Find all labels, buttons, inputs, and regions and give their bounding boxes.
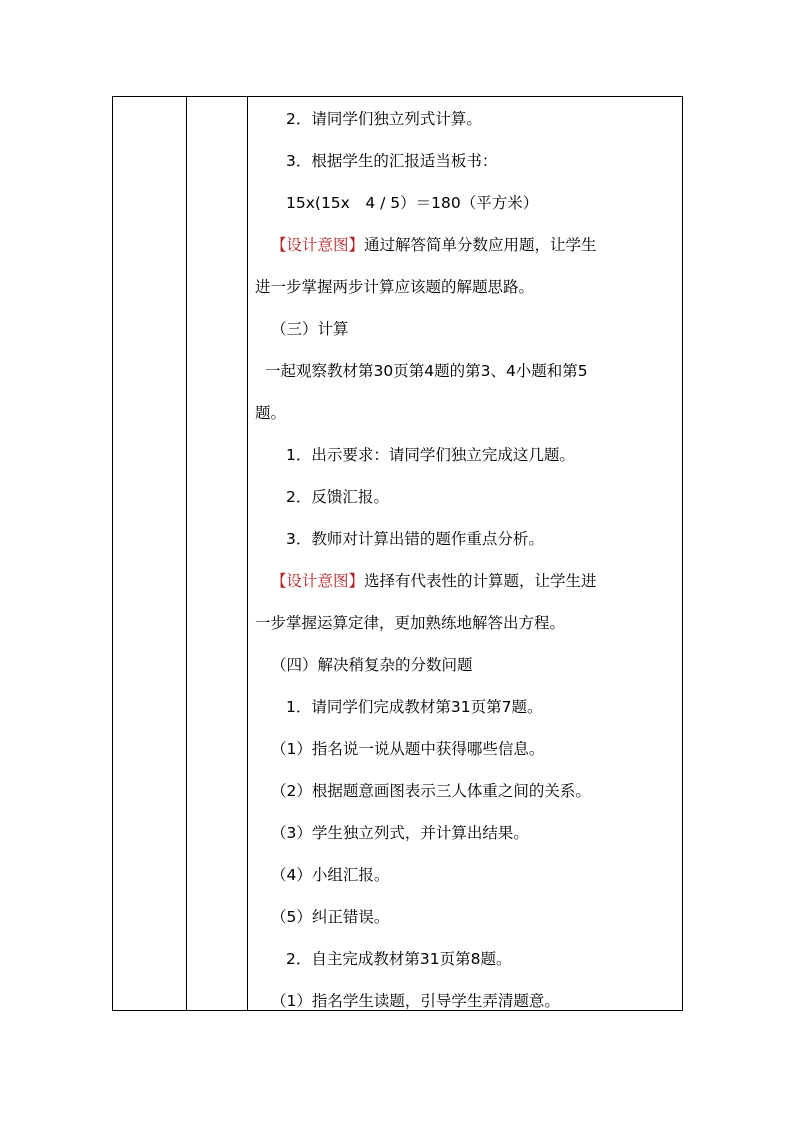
text-line: 一步掌握运算定律，更加熟练地解答出方程。 [255,614,566,632]
step-line: 2．请同学们独立列式计算。 [286,110,482,128]
sub-step-line: （4）小组汇报。 [271,866,390,884]
sub-step-line: （1）指名学生读题，引导学生弄清题意。 [271,992,560,1010]
design-intent-text: 选择有代表性的计算题，让学生进 [364,572,597,590]
section-heading: （四）解决稍复杂的分数问题 [271,656,473,674]
design-intent-line [255,571,676,591]
step-line: 2．自主完成教材第31页第8题。 [286,950,512,968]
text-line: 题。 [255,404,287,422]
step-line: 3．根据学生的汇报适当板书： [286,152,498,170]
design-intent-tag: 【设计意图】 [271,236,365,254]
section-heading: （三）计算 [271,320,349,338]
step-line: 3．教师对计算出错的题作重点分析。 [286,530,544,548]
column-divider-1 [186,97,187,1010]
step-line: 1．出示要求：请同学们独立完成这几题。 [286,446,575,464]
sub-step-line: （5）纠正错误。 [271,908,390,926]
design-intent-text: 通过解答简单分数应用题，让学生 [364,236,597,254]
step-line: 1．请同学们完成教材第31页第7题。 [286,698,543,716]
lesson-content [248,97,682,1010]
step-line: 2．反馈汇报。 [286,488,389,506]
formula-line: 15x(15x 4 / 5）＝180（平方米） [286,194,539,212]
text-line: 进一步掌握两步计算应该题的解题思路。 [255,278,535,296]
sub-step-line: （2）根据题意画图表示三人体重之间的关系。 [271,782,591,800]
design-intent-tag: 【设计意图】 [271,572,365,590]
text-line: 一起观察教材第30页第4题的第3、4小题和第5 [265,362,588,380]
lesson-table [112,96,683,1011]
sub-step-line: （3）学生独立列式，并计算出结果。 [271,824,529,842]
sub-step-line: （1）指名说一说从题中获得哪些信息。 [271,740,545,758]
design-intent-line [255,235,676,255]
